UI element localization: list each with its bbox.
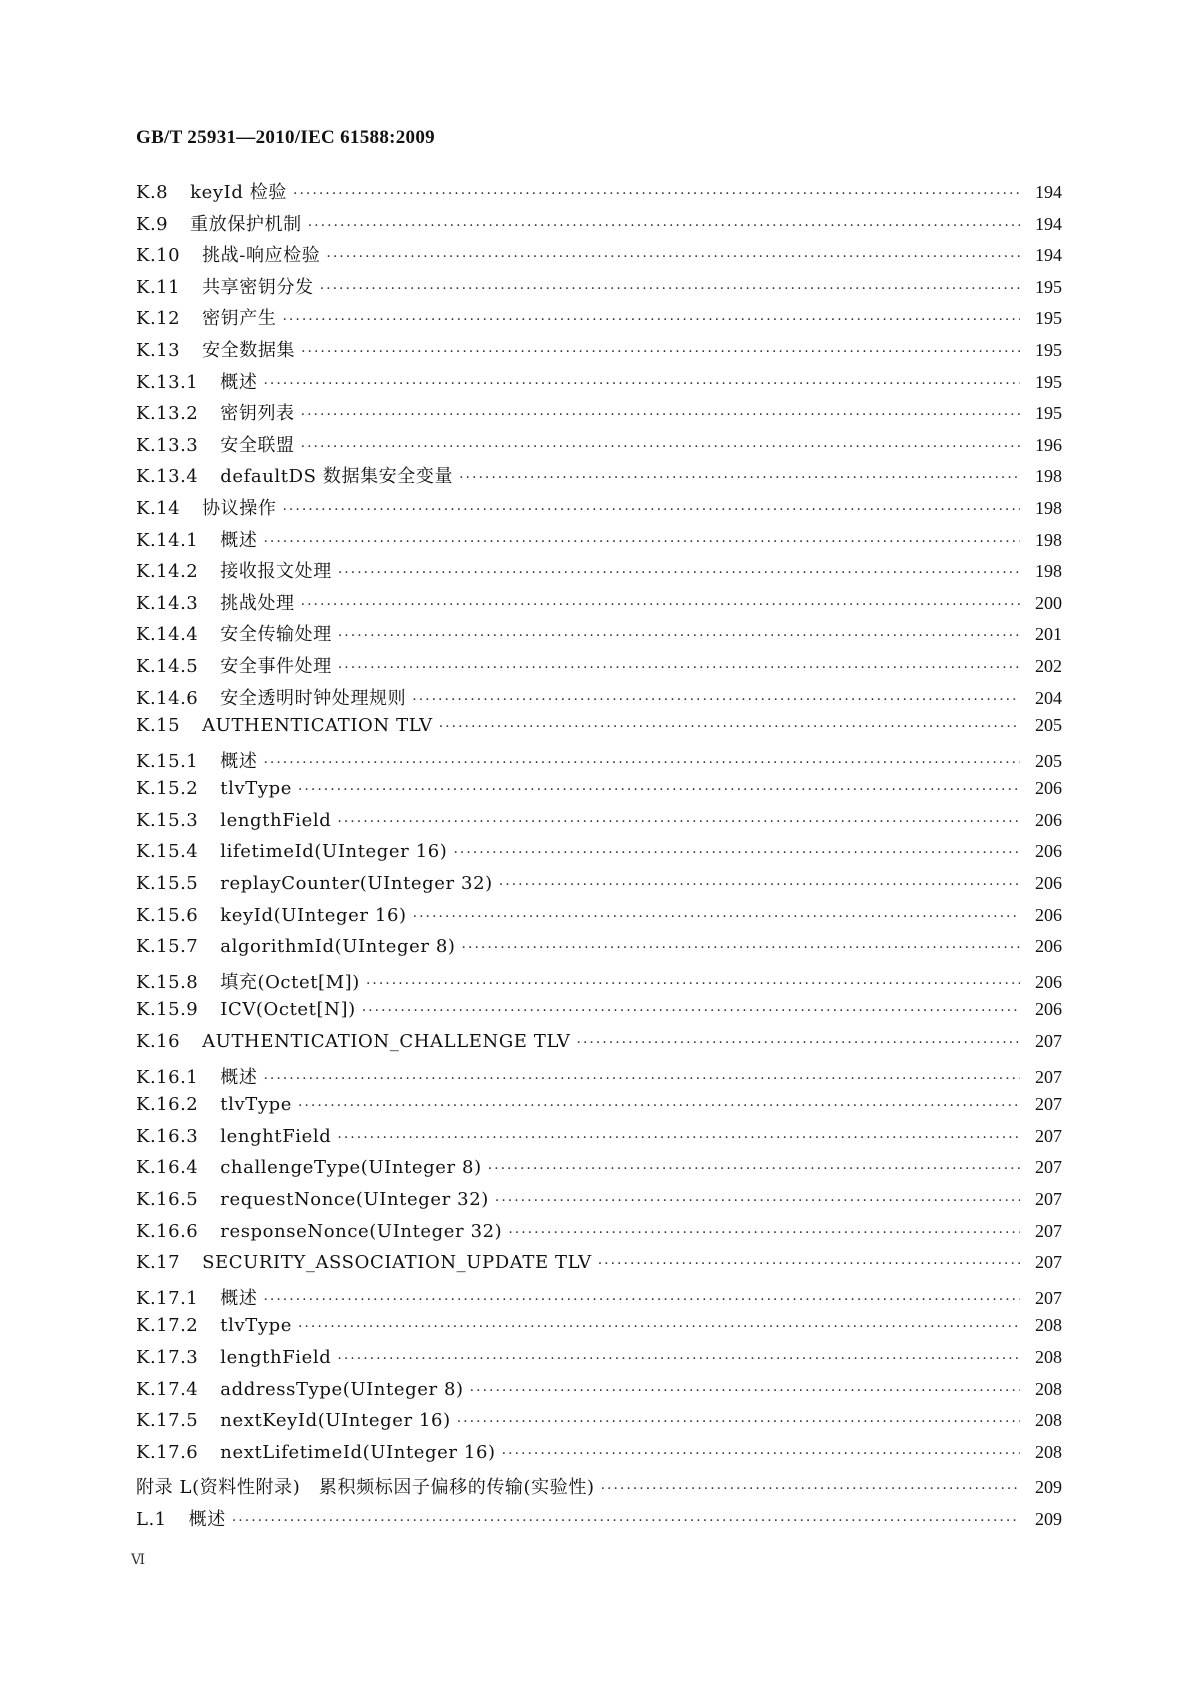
toc-entry-number: K.15.6 (136, 904, 199, 926)
toc-entry[interactable] (136, 747, 1062, 779)
toc-entry[interactable] (136, 1379, 1062, 1411)
document-header: GB/T 25931—2010/IEC 61588:2009 (136, 127, 435, 148)
toc-entry-title: keyId(UInteger 16) (220, 904, 407, 926)
toc-entry-page: 206 (1035, 873, 1062, 894)
toc-entry-title: 概述 (220, 1066, 258, 1088)
toc-entry-number: K.10 (136, 245, 181, 267)
toc-leader-dots (301, 439, 1020, 455)
toc-entry-number: K.15.5 (136, 873, 199, 895)
toc-leader-dots (453, 845, 1020, 861)
toc-entry-title: 安全数据集 (202, 339, 296, 361)
toc-entry-number: K.16.2 (136, 1094, 199, 1116)
toc-leader-dots (337, 814, 1020, 830)
toc-entry-page: 207 (1035, 1094, 1062, 1115)
toc-entry-page: 208 (1035, 1441, 1062, 1462)
toc-entry[interactable] (136, 1442, 1062, 1474)
toc-entry-page: 196 (1035, 434, 1062, 455)
toc-entry[interactable] (136, 715, 1062, 747)
toc-entry[interactable] (136, 1347, 1062, 1379)
toc-entry-number: K.16.3 (136, 1125, 199, 1147)
toc-entry-number: K.17.2 (136, 1315, 199, 1337)
toc-entry-title: AUTHENTICATION TLV (202, 715, 433, 737)
toc-entry-title: tlvType (220, 778, 292, 800)
toc-entry-page: 207 (1035, 1066, 1062, 1087)
toc-leader-dots (263, 1292, 1020, 1308)
toc-entry-page: 195 (1035, 339, 1062, 360)
toc-entry[interactable] (136, 1063, 1062, 1095)
toc-entry-page: 195 (1035, 371, 1062, 392)
toc-entry-page: 194 (1035, 182, 1062, 202)
toc-entry-number: K.14.6 (136, 687, 199, 709)
toc-entry[interactable] (136, 841, 1062, 873)
toc-entry-title: lifetimeId(UInteger 16) (220, 841, 448, 863)
toc-entry-page: 206 (1035, 841, 1062, 862)
toc-entry-number: K.16.5 (136, 1189, 199, 1210)
toc-leader-dots (282, 312, 1020, 328)
toc-entry-title: algorithmId(UInteger 8) (220, 936, 456, 958)
toc-entry[interactable] (136, 494, 1062, 526)
toc-entry[interactable] (136, 684, 1062, 716)
toc-entry-page: 206 (1035, 999, 1062, 1020)
toc-entry-title: 协议操作 (202, 497, 277, 519)
toc-leader-dots (488, 1161, 1020, 1177)
toc-entry-number: K.17.6 (136, 1441, 199, 1463)
toc-leader-dots (439, 719, 1020, 735)
toc-entry-title: addressType(UInteger 8) (220, 1378, 464, 1400)
toc-entry-page: 198 (1035, 561, 1062, 582)
toc-entry-number: K.15.7 (136, 936, 199, 958)
toc-entry-page: 198 (1035, 497, 1062, 518)
toc-leader-dots (601, 1481, 1020, 1497)
toc-entry-page: 207 (1035, 1252, 1062, 1273)
toc-entry-page: 198 (1035, 466, 1062, 487)
toc-entry[interactable] (136, 999, 1062, 1031)
toc-leader-dots (338, 565, 1020, 581)
toc-entry[interactable] (136, 304, 1062, 336)
toc-entry-page: 200 (1035, 592, 1062, 613)
toc-leader-dots (301, 344, 1020, 360)
toc-entry-title: requestNonce(UInteger 32) (220, 1189, 489, 1210)
toc-entry-number: K.12 (136, 308, 181, 330)
toc-entry[interactable] (136, 557, 1062, 589)
toc-entry[interactable] (136, 1505, 1062, 1537)
toc-entry-title: 接收报文处理 (220, 561, 332, 583)
toc-entry-number: K.16 (136, 1031, 181, 1053)
toc-entry-title: 附录 L(资料性附录) 累积频标因子偏移的传输(实验性) (136, 1477, 595, 1499)
toc-entry-number: K.13 (136, 339, 181, 361)
toc-entry-page: 205 (1035, 715, 1062, 736)
toc-entry-number: K.11 (136, 276, 181, 298)
toc-entry[interactable] (136, 1315, 1062, 1347)
toc-entry-number: K.14.4 (136, 624, 199, 646)
toc-entry-number: K.14.1 (136, 529, 199, 551)
toc-entry[interactable] (136, 1221, 1062, 1253)
toc-entry[interactable] (136, 936, 1062, 968)
toc-entry-number: K.15.1 (136, 750, 199, 772)
toc-entry-title: 概述 (220, 529, 258, 551)
toc-entry-number: L.1 (136, 1508, 167, 1530)
toc-entry-number: K.17.3 (136, 1346, 199, 1368)
toc-leader-dots (263, 376, 1020, 392)
toc-entry-number: K.17.1 (136, 1287, 199, 1309)
toc-entry-page: 208 (1035, 1315, 1062, 1336)
toc-entry-page: 208 (1035, 1410, 1062, 1431)
toc-entry-title: ICV(Octet[N]) (220, 999, 356, 1021)
toc-entry-title: responseNonce(UInteger 32) (220, 1220, 503, 1242)
toc-entry-number: K.17.4 (136, 1378, 199, 1400)
toc-entry-title: tlvType (220, 1315, 292, 1337)
toc-leader-dots (298, 782, 1020, 798)
toc-entry-title: 概述 (220, 371, 258, 393)
toc-entry[interactable] (136, 873, 1062, 905)
toc-entry[interactable] (136, 1410, 1062, 1442)
toc-entry-number: K.15.4 (136, 841, 199, 863)
toc-leader-dots (499, 877, 1020, 893)
toc-entry[interactable] (136, 652, 1062, 684)
toc-entry-page: 194 (1035, 213, 1062, 234)
toc-entry-page: 207 (1035, 1031, 1062, 1052)
toc-entry[interactable] (136, 778, 1062, 810)
toc-entry[interactable] (136, 336, 1062, 368)
toc-leader-dots (495, 1193, 1020, 1209)
toc-entry-page: 194 (1035, 245, 1062, 266)
toc-entry-number: K.16.4 (136, 1157, 199, 1179)
toc-entry[interactable] (136, 589, 1062, 621)
toc-entry-number: K.15.8 (136, 971, 199, 993)
toc-leader-dots (263, 534, 1020, 550)
toc-entry-title: nextLifetimeId(UInteger 16) (220, 1441, 496, 1463)
toc-entry[interactable] (136, 1094, 1062, 1126)
toc-entry-page: 207 (1035, 1125, 1062, 1146)
toc-entry-number: K.14.3 (136, 592, 199, 614)
toc-entry-title: replayCounter(UInteger 32) (220, 873, 493, 895)
toc-entry-title: SECURITY_ASSOCIATION_UPDATE TLV (202, 1252, 592, 1274)
toc-entry[interactable] (136, 399, 1062, 431)
toc-entry[interactable] (136, 968, 1062, 1000)
toc-entry-title: challengeType(UInteger 8) (220, 1157, 482, 1179)
toc-entry-title: defaultDS 数据集安全变量 (220, 466, 454, 488)
toc-entry-page: 209 (1035, 1477, 1062, 1498)
toc-entry-number: K.17 (136, 1252, 181, 1274)
toc-entry-title: lengthField (220, 1346, 332, 1368)
toc-entry-title: 挑战处理 (220, 592, 295, 614)
toc-leader-dots (338, 660, 1020, 676)
toc-entry[interactable] (136, 526, 1062, 558)
toc-entry-title: 概述 (220, 1287, 258, 1309)
toc-entry[interactable] (136, 431, 1062, 463)
toc-entry-title: keyId 检验 (190, 182, 288, 203)
toc-entry-title: nextKeyId(UInteger 16) (220, 1410, 451, 1432)
toc-entry-page: 209 (1035, 1508, 1062, 1529)
toc-leader-dots (462, 940, 1020, 956)
toc-entry-number: K.13.3 (136, 434, 199, 456)
toc-leader-dots (263, 1071, 1020, 1087)
toc-entry-number: K.15.2 (136, 778, 199, 800)
toc-entry-page: 198 (1035, 529, 1062, 550)
toc-entry-number: K.13.2 (136, 403, 199, 425)
toc-entry-title: AUTHENTICATION_CHALLENGE TLV (202, 1031, 571, 1053)
toc-entry-number: K.16.6 (136, 1220, 199, 1242)
toc-entry-page: 201 (1035, 624, 1062, 645)
toc-entry-number: K.15.3 (136, 809, 199, 831)
toc-leader-dots (577, 1035, 1021, 1051)
toc-entry-number: K.16.1 (136, 1066, 199, 1088)
toc-entry[interactable] (136, 620, 1062, 652)
toc-entry[interactable] (136, 1031, 1062, 1063)
toc-entry-title: 密钥列表 (220, 403, 295, 425)
toc-entry-page: 207 (1035, 1287, 1062, 1308)
toc-entry-title: 填充(Octet[M]) (220, 971, 360, 993)
toc-leader-dots (301, 597, 1020, 613)
toc-entry-page: 208 (1035, 1378, 1062, 1399)
toc-leader-dots (301, 407, 1020, 423)
toc-entry[interactable] (136, 1473, 1062, 1505)
table-of-contents (136, 178, 1062, 1537)
toc-entry[interactable] (136, 241, 1062, 273)
toc-entry[interactable] (136, 462, 1062, 494)
toc-entry-page: 206 (1035, 971, 1062, 992)
toc-leader-dots (298, 1098, 1020, 1114)
toc-entry-page: 208 (1035, 1346, 1062, 1367)
toc-entry-number: K.14.2 (136, 561, 199, 583)
toc-entry-number: K.13.1 (136, 371, 199, 393)
toc-entry-page: 206 (1035, 936, 1062, 957)
toc-entry-page: 206 (1035, 778, 1062, 799)
toc-entry-page: 207 (1035, 1157, 1062, 1178)
toc-leader-dots (326, 249, 1020, 265)
toc-entry[interactable] (136, 810, 1062, 842)
toc-entry[interactable] (136, 1157, 1062, 1189)
toc-entry-title: lenghtField (220, 1125, 332, 1147)
toc-entry-number: K.15.9 (136, 999, 199, 1021)
toc-leader-dots (298, 1319, 1020, 1335)
toc-leader-dots (366, 976, 1020, 992)
toc-entry-title: 概述 (188, 1508, 226, 1530)
toc-entry-number: K.14 (136, 497, 181, 519)
toc-leader-dots (320, 281, 1020, 297)
toc-entry-title: 安全传输处理 (220, 624, 332, 646)
toc-leader-dots (263, 755, 1020, 771)
toc-leader-dots (338, 628, 1020, 644)
toc-entry-page: 206 (1035, 809, 1062, 830)
toc-entry-title: 安全联盟 (220, 434, 295, 456)
toc-entry[interactable] (136, 178, 1062, 210)
toc-entry-page: 207 (1035, 1189, 1062, 1209)
toc-entry-page: 206 (1035, 904, 1062, 925)
toc-leader-dots (308, 218, 1020, 234)
toc-entry-page: 195 (1035, 276, 1062, 297)
toc-leader-dots (362, 1003, 1020, 1019)
toc-entry-page: 195 (1035, 308, 1062, 329)
toc-entry-page: 195 (1035, 403, 1062, 424)
toc-entry-number: K.9 (136, 213, 169, 235)
toc-entry[interactable] (136, 210, 1062, 242)
toc-leader-dots (459, 470, 1020, 486)
toc-leader-dots (293, 186, 1020, 202)
toc-entry-title: 共享密钥分发 (202, 276, 314, 298)
toc-leader-dots (412, 692, 1020, 708)
toc-entry-number: K.17.5 (136, 1410, 199, 1432)
toc-entry-title: 安全透明时钟处理规则 (220, 687, 407, 709)
toc-leader-dots (457, 1414, 1020, 1430)
toc-entry-title: 安全事件处理 (220, 655, 332, 677)
page-number: Ⅵ (131, 1552, 146, 1568)
toc-entry-number: K.13.4 (136, 466, 199, 488)
toc-entry-title: 概述 (220, 750, 258, 772)
toc-leader-dots (282, 502, 1020, 518)
toc-leader-dots (508, 1225, 1020, 1241)
toc-entry-page: 204 (1035, 687, 1062, 708)
toc-entry-title: 挑战-响应检验 (202, 245, 321, 267)
toc-entry-page: 207 (1035, 1220, 1062, 1241)
toc-entry[interactable] (136, 905, 1062, 937)
toc-entry[interactable] (136, 368, 1062, 400)
toc-entry-number: K.8 (136, 182, 169, 203)
toc-entry[interactable] (136, 273, 1062, 305)
toc-entry[interactable] (136, 1126, 1062, 1158)
toc-leader-dots (502, 1446, 1020, 1462)
toc-entry-title: 密钥产生 (202, 308, 277, 330)
toc-entry-title: lengthField (220, 809, 332, 831)
toc-entry[interactable] (136, 1189, 1062, 1221)
toc-entry-page: 202 (1035, 655, 1062, 676)
toc-leader-dots (470, 1383, 1020, 1399)
toc-entry-number: K.14.5 (136, 655, 199, 677)
toc-leader-dots (337, 1130, 1020, 1146)
toc-entry-page: 205 (1035, 750, 1062, 771)
toc-leader-dots (598, 1256, 1020, 1272)
toc-entry[interactable] (136, 1284, 1062, 1316)
toc-leader-dots (413, 909, 1020, 925)
toc-entry-title: 重放保护机制 (190, 213, 302, 235)
toc-leader-dots (232, 1513, 1020, 1529)
toc-entry-number: K.15 (136, 715, 181, 737)
toc-entry-title: tlvType (220, 1094, 292, 1116)
toc-leader-dots (337, 1351, 1020, 1367)
toc-entry[interactable] (136, 1252, 1062, 1284)
